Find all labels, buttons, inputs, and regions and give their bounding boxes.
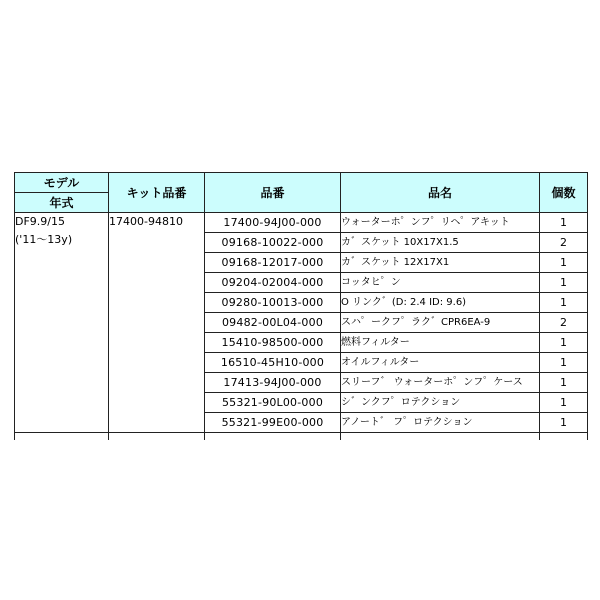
truncated-model-cell [15,433,109,441]
part-name: シ゛ンクフ゜ロテクション [341,393,540,413]
truncated-name-cell [341,433,540,441]
part-name: スリーフ゛ ウォーターホ゜ンフ゜ケース [341,373,540,393]
header-model: モデル [15,173,109,193]
kit-number-cell: 17400-94810 [109,213,205,433]
quantity: 1 [540,413,588,433]
part-number: 09168-10022-000 [205,233,341,253]
quantity: 1 [540,213,588,233]
truncated-row [15,433,588,441]
part-number: 09168-12017-000 [205,253,341,273]
part-number: 55321-99E00-000 [205,413,341,433]
part-number: 15410-98500-000 [205,333,341,353]
part-name: 燃料フィルター [341,333,540,353]
parts-rows [15,213,588,441]
part-number: 17413-94J00-000 [205,373,341,393]
truncated-kit-cell [109,433,205,441]
model-name: DF9.9/15 [15,215,65,228]
part-name: O リンク゛(D: 2.4 ID: 9.6) [341,293,540,313]
cut-off-text-mark [341,433,401,436]
part-number: 17400-94J00-000 [205,213,341,233]
header-part-number: 品番 [205,173,341,213]
quantity: 1 [540,253,588,273]
header-part-name: 品名 [341,173,540,213]
part-number: 09280-10013-000 [205,293,341,313]
header-year: 年式 [15,193,109,213]
part-number: 09482-00L04-000 [205,313,341,333]
part-name: オイルフィルター [341,353,540,373]
part-number: 09204-02004-000 [205,273,341,293]
part-number: 55321-90L00-000 [205,393,341,413]
part-name: アノート゛ フ゜ロテクション [341,413,540,433]
part-name: ウォーターホ゜ンフ゜リヘ゜アキット [341,213,540,233]
part-name: カ゛スケット 12X17X1 [341,253,540,273]
quantity: 2 [540,313,588,333]
parts-kit-sheet [14,172,588,440]
quantity: 1 [540,353,588,373]
quantity: 1 [540,273,588,293]
part-name: カ゛スケット 10X17X1.5 [341,233,540,253]
part-name: コッタヒ゜ン [341,273,540,293]
quantity: 2 [540,233,588,253]
part-name: スハ゜ークフ゜ラク゛CPR6EA-9 [341,313,540,333]
header-quantity: 個数 [540,173,588,213]
quantity: 1 [540,373,588,393]
part-number: 16510-45H10-000 [205,353,341,373]
model-cell [15,213,109,433]
quantity: 1 [540,293,588,313]
quantity: 1 [540,333,588,353]
truncated-qty-cell [540,433,588,441]
truncated-part-cell [205,433,341,441]
parts-kit-table [14,172,588,440]
model-years: ('11～13y) [15,233,73,246]
quantity: 1 [540,393,588,413]
table-row [15,213,588,233]
header-kit-number: キット品番 [109,173,205,213]
